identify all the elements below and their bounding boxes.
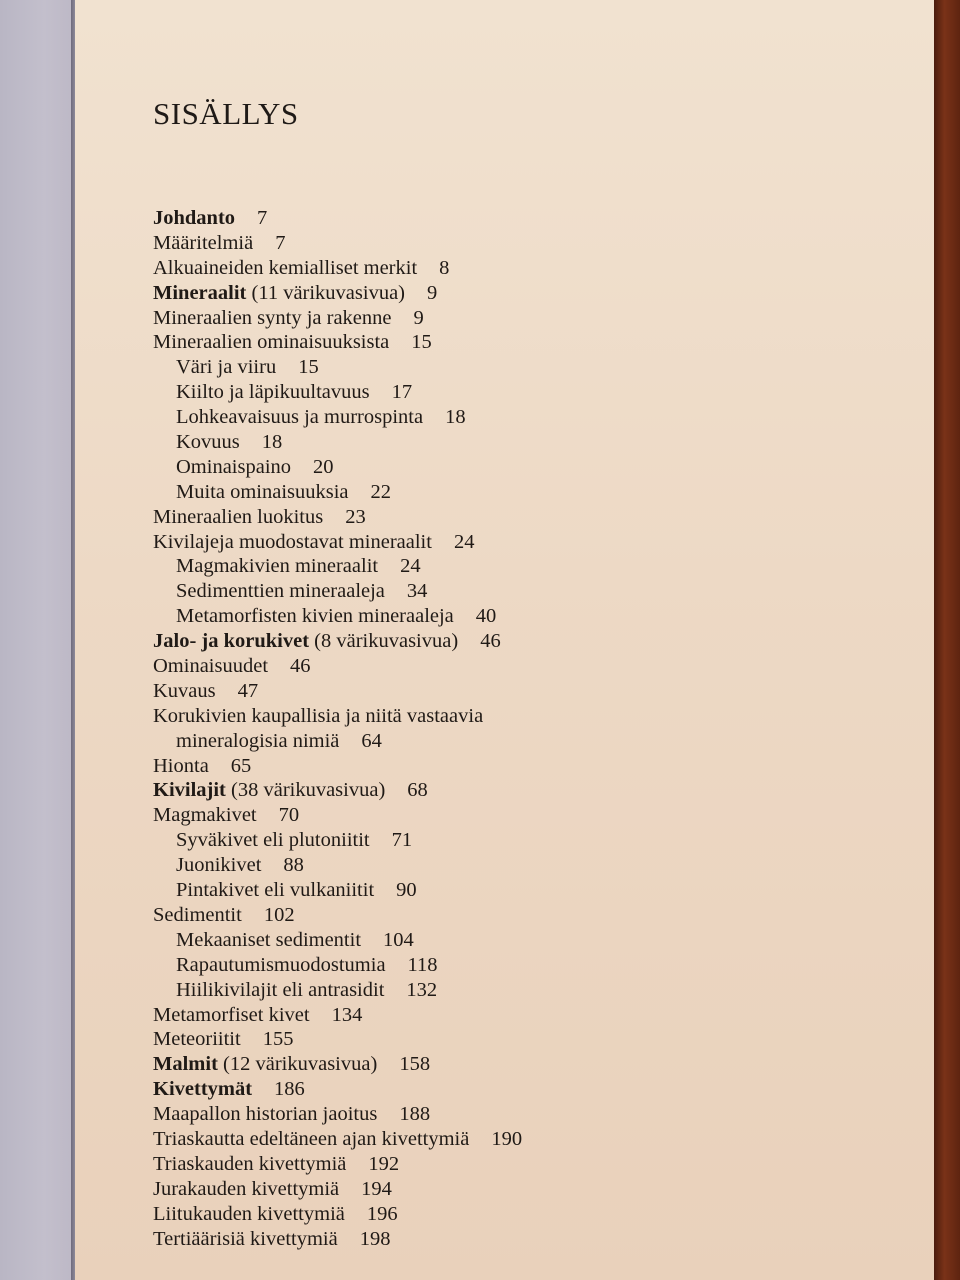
page-number: 134 bbox=[331, 1003, 363, 1026]
wooden-table-edge bbox=[934, 0, 960, 1280]
page-number: 190 bbox=[491, 1127, 523, 1150]
toc-subentry: Hiilikivilajit eli antrasidit 132 bbox=[176, 978, 438, 1001]
toc-subentry: Ominaispaino 20 bbox=[176, 455, 334, 478]
page-number: 15 bbox=[411, 331, 432, 354]
page-title: SISÄLLYS bbox=[153, 96, 299, 131]
toc-subentry: Rapautumismuodostumia 118 bbox=[176, 953, 438, 976]
page-number: 24 bbox=[400, 555, 421, 578]
toc-entry: Johdanto 7 bbox=[153, 207, 268, 229]
page-number: 23 bbox=[345, 505, 366, 528]
page-number: 22 bbox=[370, 480, 392, 503]
page-number: 64 bbox=[361, 729, 382, 752]
page-number: 34 bbox=[406, 580, 428, 603]
page-number: 118 bbox=[407, 953, 438, 976]
toc-entry: Mineraalien luokitus 23 bbox=[153, 505, 366, 528]
page-number: 196 bbox=[366, 1202, 398, 1225]
page-number: 8 bbox=[439, 256, 450, 279]
toc-entry: Triaskautta edeltäneen ajan kivettymiä 190 bbox=[153, 1127, 523, 1150]
page-number: 46 bbox=[290, 655, 311, 678]
toc-entry: Kuvaus 47 bbox=[153, 679, 259, 702]
page-number: 20 bbox=[313, 455, 334, 478]
toc-subentry: Magmakivien mineraalit 24 bbox=[176, 555, 421, 578]
toc-subentry: Väri ja viiru 15 bbox=[176, 356, 319, 379]
toc-subentry: Sedimenttien mineraaleja 34 bbox=[176, 580, 428, 603]
page-number: 65 bbox=[230, 754, 252, 777]
toc-subentry: Kiilto ja läpikuultavuus 17 bbox=[176, 381, 413, 404]
toc-entry: Maapallon historian jaoitus 188 bbox=[153, 1103, 431, 1126]
toc-entry: Mineraalien ominaisuuksista 15 bbox=[153, 331, 432, 354]
toc-entry: Metamorfiset kivet 134 bbox=[153, 1003, 363, 1026]
page-number: 102 bbox=[263, 903, 295, 926]
toc-entry: Korukivien kaupallisia ja niitä vastaavia bbox=[153, 704, 484, 727]
toc-entry: Sedimentit 102 bbox=[153, 903, 295, 926]
page-number: 15 bbox=[298, 356, 319, 379]
toc-entry: Malmit (12 värikuvasivua) 158 bbox=[153, 1053, 431, 1076]
toc-subentry: Pintakivet eli vulkaniitit 90 bbox=[176, 879, 417, 902]
toc-subentry: Mekaaniset sedimentit 104 bbox=[176, 928, 414, 951]
page-number: 7 bbox=[275, 231, 286, 254]
toc-entry: Jurakauden kivettymiä 194 bbox=[153, 1177, 392, 1200]
page-number: 47 bbox=[237, 679, 259, 702]
toc-entry: Määritelmiä 7 bbox=[153, 231, 286, 254]
page-number: 132 bbox=[406, 978, 438, 1001]
toc-subentry: Kovuus 18 bbox=[176, 431, 283, 454]
page-number: 71 bbox=[391, 829, 413, 852]
toc-entry: Ominaisuudet 46 bbox=[153, 655, 311, 678]
page-number: 68 bbox=[407, 779, 428, 802]
toc-entry: Tertiäärisiä kivettymiä 198 bbox=[153, 1227, 391, 1250]
page-number: 192 bbox=[368, 1152, 400, 1175]
page-number: 90 bbox=[396, 879, 417, 902]
page-number: 24 bbox=[453, 530, 475, 553]
page-number: 104 bbox=[383, 928, 414, 951]
page-number: 186 bbox=[274, 1078, 305, 1101]
page-number: 9 bbox=[413, 306, 424, 329]
page-number: 18 bbox=[445, 406, 466, 429]
page-number: 198 bbox=[359, 1227, 391, 1250]
page-number: 194 bbox=[361, 1177, 392, 1200]
page-number: 155 bbox=[262, 1028, 294, 1051]
page-number: 70 bbox=[278, 804, 300, 827]
toc-entry: Alkuaineiden kemialliset merkit 8 bbox=[153, 256, 450, 279]
page-number: 17 bbox=[391, 381, 413, 404]
toc-entry: Mineraalit (11 värikuvasivua) 9 bbox=[153, 281, 438, 304]
page-number: 88 bbox=[283, 854, 304, 877]
toc-entry: Kivilajit (38 värikuvasivua) 68 bbox=[153, 779, 428, 802]
toc-entry: Mineraalien synty ja rakenne 9 bbox=[153, 306, 424, 329]
toc-entry: Kivilajeja muodostavat mineraalit 24 bbox=[153, 530, 475, 553]
page-number: 9 bbox=[427, 281, 438, 304]
page-number: 188 bbox=[399, 1103, 431, 1126]
page-number: 40 bbox=[475, 605, 497, 628]
toc-subentry: Lohkeavaisuus ja murrospinta 18 bbox=[176, 406, 466, 429]
page-number: 18 bbox=[261, 431, 283, 454]
toc-entry: Jalo- ja korukivet (8 värikuvasivua) 46 bbox=[153, 630, 501, 653]
toc-entry: Liitukauden kivettymiä 196 bbox=[153, 1202, 398, 1225]
toc-subentry: Metamorfisten kivien mineraaleja 40 bbox=[176, 605, 497, 628]
table-of-contents bbox=[153, 206, 522, 1251]
toc-entry: Meteoriitit 155 bbox=[153, 1028, 294, 1051]
toc-subentry: Muita ominaisuuksia 22 bbox=[176, 480, 392, 503]
toc-entry: Kivettymät 186 bbox=[153, 1078, 305, 1101]
toc-entry: Hionta 65 bbox=[153, 754, 252, 777]
toc-subentry: mineralogisia nimiä 64 bbox=[176, 729, 382, 752]
toc-entry: Magmakivet 70 bbox=[153, 804, 300, 827]
page-number: 46 bbox=[480, 630, 501, 653]
toc-subentry: Syväkivet eli plutoniitit 71 bbox=[176, 829, 413, 852]
toc-entry: Triaskauden kivettymiä 192 bbox=[153, 1152, 400, 1175]
toc-subentry: Juonikivet 88 bbox=[176, 854, 304, 877]
page-number: 158 bbox=[399, 1053, 431, 1076]
page-number: 7 bbox=[257, 207, 268, 229]
book-cover-edge bbox=[0, 0, 74, 1280]
